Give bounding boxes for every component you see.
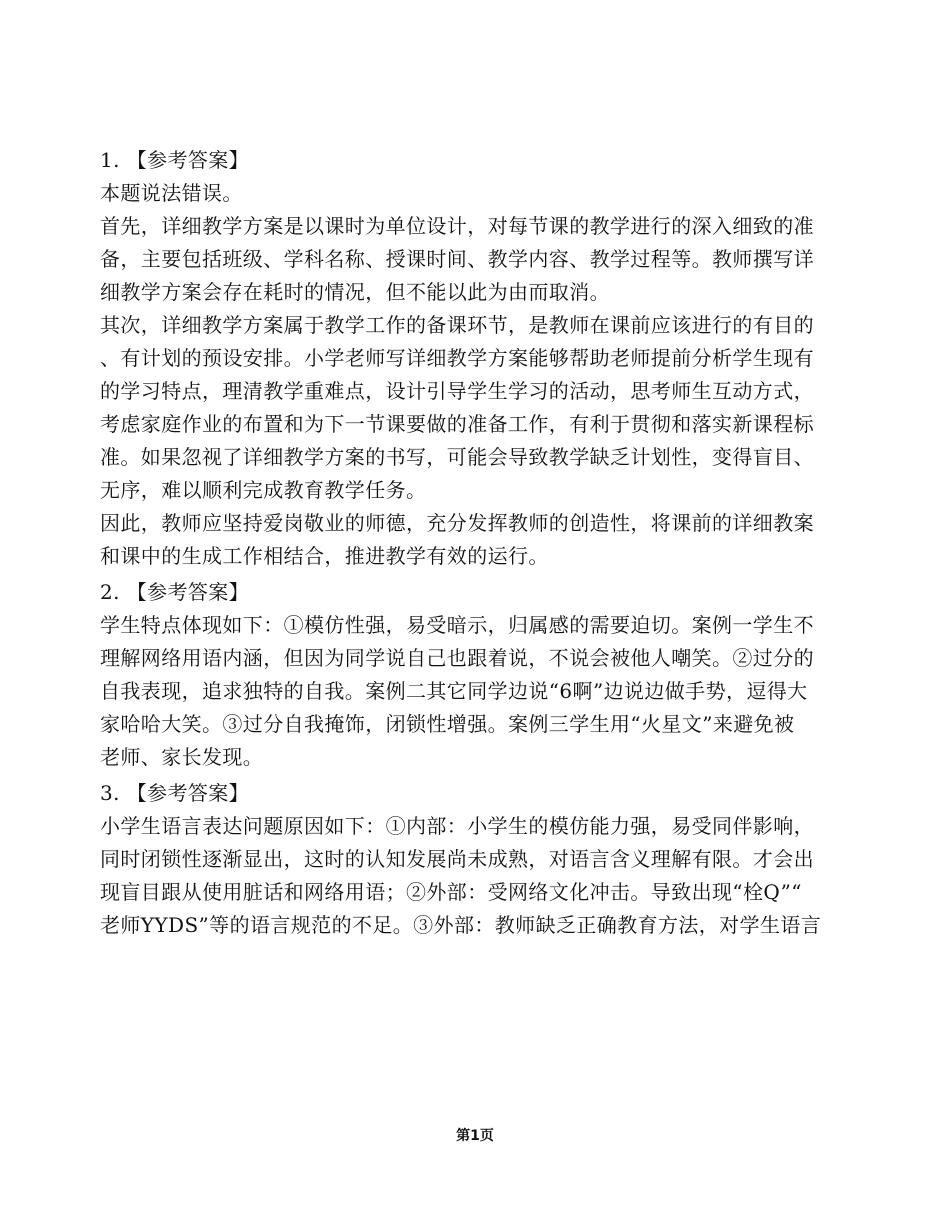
text-line: 老师、家长发现。 bbox=[100, 745, 264, 769]
section-heading: 1. 【参考答案】 bbox=[100, 148, 250, 172]
text-line: 首先，详细教学方案是以课时为单位设计，对每节课的教学进行的深入细致的准 bbox=[100, 214, 814, 238]
text-line: 本题说法错误。 bbox=[100, 181, 243, 205]
text-line: 准。如果忽视了详细教学方案的书写，可能会导致教学缺乏计划性，变得盲目、 bbox=[100, 445, 814, 469]
text-line: 和课中的生成工作相结合，推进教学有效的运行。 bbox=[100, 544, 549, 568]
text-line: 理解网络用语内涵，但因为同学说自己也跟着说，不说会被他人嘲笑。②过分的 bbox=[100, 646, 814, 670]
text-line: 老师YYDS”等的语言规范的不足。③外部：教师缺乏正确教育方法，对学生语言 bbox=[100, 913, 822, 937]
text-line: 自我表现，追求独特的自我。案例二其它同学边说“6啊”边说边做手势，逗得大 bbox=[100, 679, 808, 703]
text-line: 现盲目跟从使用脏话和网络用语；②外部：受网络文化冲击。导致出现“栓Q”“ bbox=[100, 880, 802, 904]
text-line: 学生特点体现如下：①模仿性强，易受暗示，归属感的需要迫切。案例一学生不 bbox=[100, 613, 814, 637]
text-line: 其次，详细教学方案属于教学工作的备课环节，是教师在课前应该进行的有目的 bbox=[100, 313, 814, 337]
text-line: 细教学方案会存在耗时的情况，但不能以此为由而取消。 bbox=[100, 280, 610, 304]
answer-section-3 bbox=[100, 777, 860, 942]
answer-section-1 bbox=[100, 144, 860, 573]
text-line: 的学习特点，理清教学重难点，设计引导学生学习的活动，思考师生互动方式， bbox=[100, 379, 814, 403]
text-line: 备，主要包括班级、学科名称、授课时间、教学内容、教学过程等。教师撰写详 bbox=[100, 247, 814, 271]
text-line: 因此，教师应坚持爱岗敬业的师德，充分发挥教师的创造性，将课前的详细教案 bbox=[100, 511, 814, 535]
text-line: 家哈哈大笑。③过分自我掩饰，闭锁性增强。案例三学生用“火星文”来避免被 bbox=[100, 712, 795, 736]
section-heading: 3. 【参考答案】 bbox=[100, 781, 250, 805]
answer-content bbox=[100, 144, 860, 942]
text-line: 同时闭锁性逐渐显出，这时的认知发展尚未成熟，对语言含义理解有限。才会出 bbox=[100, 847, 814, 871]
text-line: 考虑家庭作业的布置和为下一节课要做的准备工作，有利于贯彻和落实新课程标 bbox=[100, 412, 814, 436]
section-heading: 2. 【参考答案】 bbox=[100, 580, 250, 604]
text-line: 小学生语言表达问题原因如下：①内部：小学生的模仿能力强，易受同伴影响， bbox=[100, 814, 814, 838]
answer-section-2 bbox=[100, 576, 860, 774]
text-line: 无序，难以顺利完成教育教学任务。 bbox=[100, 478, 427, 502]
text-line: 、有计划的预设安排。小学老师写详细教学方案能够帮助老师提前分析学生现有 bbox=[100, 346, 814, 370]
page-number: 第1页 bbox=[456, 1128, 494, 1144]
